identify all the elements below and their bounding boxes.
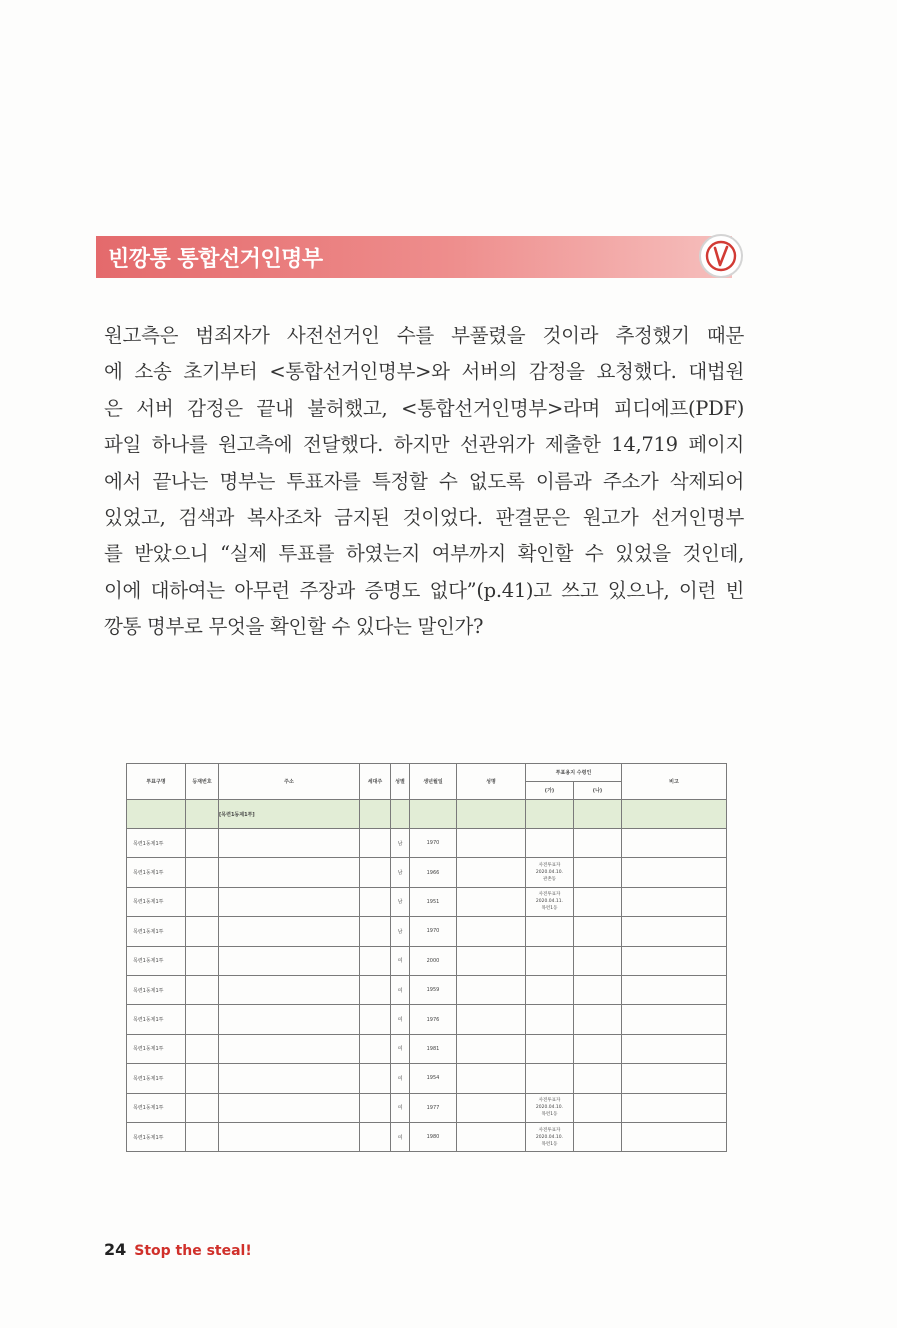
cell-name: [457, 1034, 526, 1063]
section-label: [목련1동제1투]: [219, 800, 360, 829]
cell-address: [219, 1034, 360, 1063]
cell-district: 목련1동제1투: [127, 829, 186, 858]
cell-household: [360, 1034, 391, 1063]
header-sex: 성별: [391, 764, 410, 800]
cell-serial: [186, 887, 219, 916]
cell-name: [457, 887, 526, 916]
cell-household: [360, 917, 391, 946]
paragraph-line: 를 받았으니 “실제 투표를 하였는지 여부까지 확인할 수 있었을 것인데,: [104, 542, 744, 566]
cell-remarks: [622, 1005, 727, 1034]
cell-birth: 1954: [410, 1064, 457, 1093]
paragraph-line: 에 소송 초기부터 <통합선거인명부>와 서버의 감정을 요청했다. 대법원: [104, 360, 744, 384]
cell-remarks: [622, 829, 727, 858]
ballot-check-icon: [699, 234, 743, 278]
cell-address: [219, 975, 360, 1004]
cell-district: 목련1동제1투: [127, 1005, 186, 1034]
cell-address: [219, 946, 360, 975]
paragraph-line: 깡통 명부로 무엇을 확인할 수 있다는 말인가?: [104, 615, 484, 639]
table-row: [127, 1034, 727, 1063]
cell-sex: 여: [391, 975, 410, 1004]
cell-district: 목련1동제1투: [127, 1064, 186, 1093]
header-voter-check: 투표용지 수령인: [526, 764, 622, 782]
cell-serial: [186, 858, 219, 887]
cell-remarks: [622, 1122, 727, 1151]
cell-note: [526, 1034, 574, 1063]
cell-serial: [186, 975, 219, 1004]
cell-name: [457, 858, 526, 887]
cell-note: [526, 1064, 574, 1093]
cell-district: 목련1동제1투: [127, 1034, 186, 1063]
cell-sex: 여: [391, 1064, 410, 1093]
cell-sub-b: [574, 829, 622, 858]
table-row: [127, 946, 727, 975]
cell-sex: 여: [391, 1005, 410, 1034]
cell-address: [219, 1093, 360, 1122]
cell-sex: 여: [391, 1122, 410, 1151]
cell-district: 목련1동제1투: [127, 917, 186, 946]
cell-name: [457, 1005, 526, 1034]
cell-remarks: [622, 946, 727, 975]
cell-serial: [186, 917, 219, 946]
header-address: 주소: [219, 764, 360, 800]
cell-sub-b: [574, 887, 622, 916]
cell-address: [219, 1064, 360, 1093]
cell-name: [457, 946, 526, 975]
body-paragraph: [104, 318, 744, 646]
cell-household: [360, 887, 391, 916]
cell-sub-b: [574, 1034, 622, 1063]
cell-note: [526, 946, 574, 975]
cell-birth: 1980: [410, 1122, 457, 1151]
note-line: 목련1동: [541, 1141, 558, 1147]
cell-address: [219, 917, 360, 946]
cell-address: [219, 887, 360, 916]
cell-serial: [186, 946, 219, 975]
paragraph-line: 은 서버 감정은 끝내 불허했고, <통합선거인명부>라며 피디에프(PDF): [104, 396, 744, 420]
cell-name: [457, 975, 526, 1004]
cell-remarks: [622, 917, 727, 946]
paragraph-line: 에서 끝나는 명부는 투표자를 특정할 수 없도록 이름과 주소가 삭제되어: [104, 469, 744, 493]
cell-sex: 여: [391, 946, 410, 975]
cell-district: 목련1동제1투: [127, 858, 186, 887]
cell-sex: 여: [391, 1034, 410, 1063]
cell-household: [360, 975, 391, 1004]
cell-note: [526, 1122, 574, 1151]
cell-household: [360, 946, 391, 975]
cell-note: [526, 1005, 574, 1034]
cell-note: [526, 829, 574, 858]
cell-serial: [186, 1005, 219, 1034]
voter-roster-table: [126, 763, 727, 1152]
note-line: 목련1동: [541, 906, 558, 912]
table-row: [127, 1005, 727, 1034]
cell-serial: [186, 829, 219, 858]
cell-household: [360, 1005, 391, 1034]
cell-sub-b: [574, 917, 622, 946]
cell-name: [457, 1064, 526, 1093]
cell-note: [526, 917, 574, 946]
cell-address: [219, 1005, 360, 1034]
cell-name: [457, 1122, 526, 1151]
page-footer: [104, 1240, 252, 1259]
cell-sub-b: [574, 1064, 622, 1093]
header-serial: 등재번호: [186, 764, 219, 800]
cell-birth: 1981: [410, 1034, 457, 1063]
header-name: 성명: [457, 764, 526, 800]
footer-brand: Stop the steal!: [134, 1243, 252, 1259]
cell-household: [360, 1122, 391, 1151]
cell-district: 목련1동제1투: [127, 975, 186, 1004]
cell-serial: [186, 1093, 219, 1122]
cell-birth: 1966: [410, 858, 457, 887]
note-line: 사전투표자: [538, 1098, 561, 1104]
cell-note: [526, 887, 574, 916]
table-row: [127, 1122, 727, 1151]
cell-remarks: [622, 1034, 727, 1063]
cell-birth: 1970: [410, 917, 457, 946]
cell-household: [360, 1064, 391, 1093]
header-sub-a: (가): [526, 782, 574, 800]
cell-sub-b: [574, 1122, 622, 1151]
paragraph-line: 있었고, 검색과 복사조차 금지된 것이었다. 판결문은 원고가 선거인명부: [104, 506, 744, 530]
table-row: [127, 975, 727, 1004]
cell-serial: [186, 1034, 219, 1063]
cell-birth: 1970: [410, 829, 457, 858]
header-sub-b: (나): [574, 782, 622, 800]
cell-birth: 1959: [410, 975, 457, 1004]
header-household: 세대주: [360, 764, 391, 800]
note-line: 사전투표자: [538, 863, 561, 869]
cell-district: 목련1동제1투: [127, 946, 186, 975]
cell-sub-b: [574, 1093, 622, 1122]
note-line: 2020.04.10.: [535, 870, 564, 876]
cell-remarks: [622, 887, 727, 916]
paragraph-line: 이에 대하여는 아무런 주장과 증명도 없다”(p.41)고 쓰고 있으나, 이런 빈: [104, 578, 744, 602]
cell-birth: 1976: [410, 1005, 457, 1034]
cell-note: [526, 975, 574, 1004]
table-row: [127, 858, 727, 887]
paragraph-line: 파일 하나를 원고측에 전달했다. 하지만 선관위가 제출한 14,719 페이지: [104, 433, 744, 457]
note-line: 2020.04.10.: [535, 1105, 564, 1111]
cell-birth: 1951: [410, 887, 457, 916]
cell-sub-b: [574, 1005, 622, 1034]
table-row: [127, 829, 727, 858]
cell-sex: 여: [391, 1093, 410, 1122]
cell-serial: [186, 1122, 219, 1151]
note-line: 목련1동: [541, 1112, 558, 1118]
cell-sex: 남: [391, 829, 410, 858]
note-line: 사전투표자: [538, 892, 561, 898]
cell-remarks: [622, 1064, 727, 1093]
cell-remarks: [622, 858, 727, 887]
cell-note: [526, 858, 574, 887]
section-banner: [96, 236, 732, 278]
header-birth: 생년월일: [410, 764, 457, 800]
cell-address: [219, 858, 360, 887]
cell-sex: 남: [391, 858, 410, 887]
cell-address: [219, 829, 360, 858]
table-row: [127, 1064, 727, 1093]
cell-address: [219, 1122, 360, 1151]
section-title: 빈깡통 통합선거인명부: [108, 247, 323, 272]
cell-sub-b: [574, 946, 622, 975]
note-line: 사전투표자: [538, 1127, 561, 1133]
cell-name: [457, 829, 526, 858]
table-row: [127, 1093, 727, 1122]
cell-name: [457, 1093, 526, 1122]
cell-remarks: [622, 975, 727, 1004]
cell-household: [360, 1093, 391, 1122]
cell-household: [360, 858, 391, 887]
cell-sub-b: [574, 975, 622, 1004]
cell-sex: 남: [391, 917, 410, 946]
header-remarks: 비고: [622, 764, 727, 800]
paragraph-line: 원고측은 범죄자가 사전선거인 수를 부풀렸을 것이라 추정했기 때문: [104, 324, 744, 347]
cell-name: [457, 917, 526, 946]
note-line: 관촌동: [542, 877, 557, 883]
cell-district: 목련1동제1투: [127, 1093, 186, 1122]
table-row: [127, 887, 727, 916]
cell-household: [360, 829, 391, 858]
cell-remarks: [622, 1093, 727, 1122]
cell-sub-b: [574, 858, 622, 887]
cell-district: 목련1동제1투: [127, 1122, 186, 1151]
page-number: 24: [104, 1240, 127, 1259]
cell-district: 목련1동제1투: [127, 887, 186, 916]
table-row: [127, 917, 727, 946]
cell-birth: 2000: [410, 946, 457, 975]
note-line: 2020.04.10.: [535, 1134, 564, 1140]
cell-serial: [186, 1064, 219, 1093]
note-line: 2020.04.11.: [535, 899, 564, 905]
cell-sex: 남: [391, 887, 410, 916]
cell-note: [526, 1093, 574, 1122]
cell-birth: 1977: [410, 1093, 457, 1122]
header-district: 투표구명: [127, 764, 186, 800]
section-row: [127, 800, 727, 829]
